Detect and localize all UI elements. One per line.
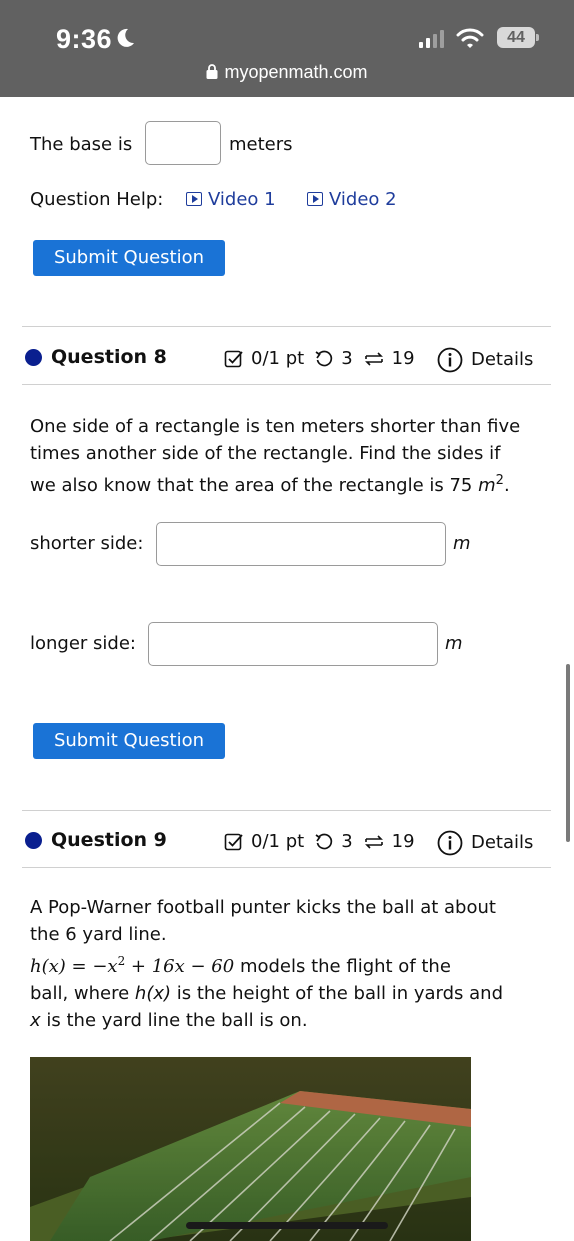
- question-8-details-link[interactable]: [437, 347, 533, 373]
- question-8-line-3: [30, 467, 550, 499]
- longer-side-label: longer side:: [30, 633, 136, 654]
- question-9-retries: 3: [341, 831, 353, 852]
- video-1-link[interactable]: [186, 188, 276, 212]
- question-8-attempts: 19: [391, 348, 415, 369]
- battery-icon: [497, 27, 535, 48]
- question-9-text: [30, 894, 550, 1034]
- equation-rhs: + 16x − 60: [125, 956, 235, 977]
- home-indicator[interactable]: [186, 1222, 388, 1229]
- longer-side-input[interactable]: [148, 622, 438, 666]
- base-unit-label: meters: [229, 134, 293, 155]
- attempts-icon: [363, 348, 385, 370]
- question-8-meta: [224, 347, 415, 371]
- question-8-score: 0/1 pt: [251, 348, 305, 369]
- attempts-icon: [363, 831, 385, 853]
- area-unit: m: [478, 475, 496, 496]
- question-help-label: Question Help:: [30, 189, 164, 210]
- question-9-line-2: the 6 yard line.: [30, 924, 167, 945]
- longer-side-unit: m: [445, 633, 463, 654]
- base-label: The base is: [30, 134, 133, 155]
- question-9-line-5-post: is the yard line the ball is on.: [40, 1010, 308, 1031]
- question-9-meta: [224, 830, 415, 854]
- question-8-period: .: [503, 475, 510, 496]
- info-icon: [437, 347, 463, 373]
- video-1-label: Video 1: [208, 189, 276, 210]
- yard-variable: x: [30, 1010, 41, 1031]
- question-9-details-link[interactable]: [437, 830, 533, 856]
- question-9-line-1: A Pop-Warner football punter kicks the ball at about: [30, 897, 496, 918]
- height-function: h(x): [134, 983, 172, 1004]
- equation-lhs: h(x) = −x: [30, 956, 118, 977]
- submit-question-button-q8[interactable]: Submit Question: [33, 723, 225, 759]
- retry-icon: [314, 349, 334, 369]
- question-9-line-5: [30, 1007, 550, 1034]
- question-9-title: Question 9: [51, 829, 167, 851]
- question-9-line-4: [30, 980, 550, 1007]
- question-8-line-2: times another side of the rectangle. Find the sides if: [30, 443, 501, 464]
- area-exponent: 2: [495, 473, 504, 488]
- video-2-link[interactable]: [307, 188, 397, 212]
- question-9-line-3-text: models the flight of the: [234, 956, 451, 977]
- question-8-title: Question 8: [51, 346, 167, 368]
- battery-level: 44: [497, 27, 535, 48]
- question-8-line-3-text: we also know that the area of the rectangle is 75: [30, 475, 473, 496]
- question-9-attempts: 19: [391, 831, 415, 852]
- moon-icon: [114, 27, 136, 49]
- submit-question-button-prev[interactable]: Submit Question: [33, 240, 225, 276]
- cellular-signal-icon: [419, 30, 447, 48]
- question-8-text: [30, 413, 550, 499]
- question-status-dot: [25, 349, 42, 366]
- wifi-icon: [456, 27, 484, 49]
- url-bar[interactable]: [0, 62, 574, 83]
- question-8-details: Details: [471, 349, 534, 370]
- retry-icon: [314, 832, 334, 852]
- question-8-retries: 3: [341, 348, 353, 369]
- divider: [22, 326, 551, 327]
- shorter-side-unit: m: [453, 533, 471, 554]
- base-input[interactable]: [145, 121, 221, 165]
- lock-icon: [206, 64, 218, 79]
- play-icon: [307, 192, 323, 206]
- shorter-side-label: shorter side:: [30, 533, 144, 554]
- video-2-label: Video 2: [329, 189, 397, 210]
- question-9-score: 0/1 pt: [251, 831, 305, 852]
- divider: [22, 384, 551, 385]
- question-9-line-3: [30, 948, 550, 980]
- question-9-line-4-pre: ball, where: [30, 983, 135, 1004]
- question-9-details: Details: [471, 832, 534, 853]
- play-icon: [186, 192, 202, 206]
- question-9-line-4-post: is the height of the ball in yards and: [171, 983, 503, 1004]
- checkbox-score-icon: [224, 349, 244, 369]
- question-status-dot: [25, 832, 42, 849]
- checkbox-score-icon: [224, 832, 244, 852]
- question-8-line-1: One side of a rectangle is ten meters shorter than five: [30, 416, 521, 437]
- divider: [22, 810, 551, 811]
- divider: [22, 867, 551, 868]
- scroll-indicator[interactable]: [566, 664, 570, 842]
- status-bar: [0, 0, 574, 97]
- shorter-side-input[interactable]: [156, 522, 446, 566]
- football-field-image: [30, 1057, 471, 1241]
- equation-exponent: 2: [117, 954, 126, 968]
- info-icon: [437, 830, 463, 856]
- url-text: myopenmath.com: [224, 62, 368, 82]
- clock: 9:36: [56, 24, 113, 54]
